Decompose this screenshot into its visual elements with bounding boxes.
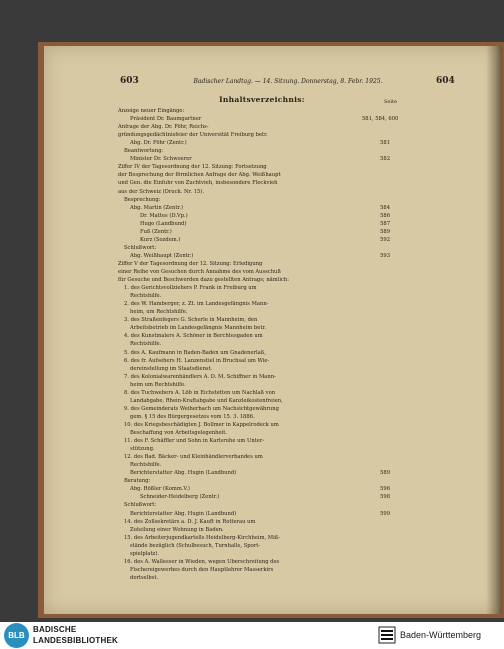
page-number-left: 603 [120, 76, 139, 86]
blb-logo[interactable]: BLB [4, 623, 29, 648]
toc-entry-text: 1. des Gerichtsvollziehers P. Frank in Freiburg um [124, 285, 257, 292]
baden-wuerttemberg-crest-icon [378, 626, 396, 644]
toc-entry-text: Fuß (Zentr.) [140, 228, 172, 235]
toc-entry-text: 15. des Arbeiterjugendkartells Heidelberg-Kirchheim, Miß- [124, 534, 280, 541]
toc-entry-text: stützung. [130, 446, 155, 453]
toc-entry-text: Abg. Weißhaupt (Zentr.) [130, 252, 194, 259]
toc-entry-text: aus der Schweiz (Druck. Nr. 15). [118, 188, 204, 195]
document-page [44, 46, 502, 614]
toc-entry-text: 4. des Kunstmalers A. Schöner in Berchtesgaden um [124, 333, 263, 340]
toc-entry-text: 2. des W. Hamberger, z. Zt. im Landesgefängnis Mann- [124, 301, 269, 308]
toc-entry-page: 589 [380, 470, 390, 477]
toc-entry-page: 581, 584, 600 [362, 116, 399, 123]
toc-entry-text: Anzeige neuer Eingänge: [118, 108, 185, 114]
toc-entry-page: 593 [380, 252, 390, 259]
toc-entry-text: 7. des Kolonialwarenhändlers A. D. M. Schiffner in Mann- [124, 373, 276, 380]
toc-title: Inhaltsverzeichnis: [219, 95, 305, 104]
toc-entry-text: Abg. Martin (Zentr.) [130, 204, 184, 211]
toc-entry-text: 6. des fr. Aufsehers H. Lanzenstiel in Bruchsal um Wie- [124, 357, 270, 364]
toc-entry-page: 582 [380, 156, 390, 163]
toc-entry-page: 592 [380, 236, 390, 243]
running-head: Badischer Landtag. — 14. Sitzung. Donnerstag, 8. Febr. 1925. [193, 78, 383, 85]
toc-entry-text: dereinstellung im Staatsdienst. [130, 365, 213, 372]
toc-entry-text: stände bezüglich (Schulbesuch, Turnhalle, Sport- [130, 542, 261, 549]
toc-entry-text: Beantwortung: [124, 148, 164, 155]
toc-entry-text: Besprechung: [124, 196, 161, 203]
toc-entry-text: Minister Dr. Schwoerer [130, 156, 192, 163]
toc-entry-text: Präsident Dr. Baumgartner [130, 116, 202, 123]
toc-entry-text: Dr. Mattes (D.Vp.) [140, 212, 188, 219]
toc-entry-page: 586 [380, 212, 390, 219]
toc-entry-text: 8. des Tuchwebers A. Löb in Eichstetten um Nachlaß von [124, 389, 276, 396]
toc-entry-text: heim um Rechtshilfe. [130, 381, 186, 388]
toc-entry-page: 587 [380, 220, 390, 227]
toc-entry-text: Schneider-Heidelberg (Zentr.) [140, 494, 220, 501]
toc-entry-text: 3. des Straßenfegers G. Scherle in Mannheim, den [124, 317, 258, 324]
toc-entry-page: 581 [380, 140, 390, 147]
toc-entry-text: Schlußwort: [124, 244, 157, 251]
state-name[interactable]: Baden-Württemberg [400, 630, 482, 640]
toc-entry-text: Ziffer IV der Tagesordnung der 12. Sitzung: Fortsetzung [118, 164, 267, 171]
toc-entry-text: Abg. Rößler (Komm.V.) [130, 486, 190, 493]
toc-entry-page: 589 [380, 228, 390, 235]
toc-entry-text: 12. des Bad. Bäcker- und Kleinhändlerverbandes um [124, 454, 263, 461]
toc-entry-page: 598 [380, 494, 390, 501]
toc-entry-text: Rechtshilfe. [130, 462, 162, 469]
toc-entry-text: Anfrage der Abg. Dr. Föhr, Reichs- [118, 124, 209, 131]
toc-entry-page: 584 [380, 204, 390, 211]
toc-entry-text: 11. des F. Schäffler und Sohn in Karlsruhe um Unter- [124, 438, 265, 445]
toc-page-column-header: Seite [384, 99, 397, 105]
toc-entry-text: für Gesuche und Beschwerden dazu gestellten Antrags; nämlich: [118, 277, 289, 284]
toc-entry-text: heim, um Rechtshilfe. [130, 309, 188, 316]
toc-entry-text: Beschaffung von Arbeitsgelegenheit. [130, 430, 227, 436]
toc-entry-text: gem. § 15 des Bürgergesetzes vom 15. 3. 1886. [130, 413, 255, 420]
library-name-line2: LANDESBIBLIOTHEK [33, 636, 118, 645]
toc-entry-text: Fischereigewerbes durch den Hauptlehrer Masserkirs [130, 566, 274, 573]
toc-entries [44, 46, 502, 614]
toc-entry-text: Arbeitsbetrieb im Landesgefängnis Mannheim betr. [130, 325, 266, 332]
toc-entry-text: gründungsgedächtnisfeier der Universität Freiburg betr. [118, 132, 268, 139]
toc-entry-text: 5. des A. Kaufmann in Baden-Baden um Gnadenerlaß, [124, 349, 266, 356]
toc-entry-text: Zuteilung einer Wohnung in Baden. [130, 526, 224, 533]
toc-entry-page: 599 [380, 510, 390, 517]
toc-entry-text: 10. des Kriegsbeschädigten J. Bollmer in Kappelrodeck um [124, 421, 279, 428]
toc-entry-text: Abg. Dr. Föhr (Zentr.) [130, 140, 187, 147]
toc-entry-page: 596 [380, 486, 390, 493]
toc-entry-text: und Gen. die Einfuhr von Zuchtvieh, insbesondere Fleckvieh [118, 180, 278, 187]
toc-entry-text: Beratung: [124, 478, 151, 485]
toc-entry-text: 14. des Zollsekretärs a. D. J. Kauft in Rotterau um [124, 518, 256, 525]
toc-entry-text: der Besprechung der förmlichen Anfrage der Abg. Weißhaupt [118, 172, 281, 179]
toc-entry-text: Hugo (Landbund) [140, 220, 187, 227]
toc-entry-text: Rechtshilfe. [130, 341, 162, 348]
toc-entry-text: 9. des Gemeinderats Weiherbach um Nachsichtgewährung [124, 405, 279, 412]
toc-entry-text: Berichterstatter Abg. Hugin (Landbund) [130, 470, 237, 477]
toc-entry-text: 16. des A. Wallesser in Wieden, wegen Überschreitung des [124, 558, 280, 565]
toc-entry-text: Rechtshilfe. [130, 293, 162, 300]
toc-entry-text: Berichterstatter Abg. Hugin (Landbund) [130, 510, 237, 517]
toc-entry-text: Schlußwort: [124, 502, 157, 509]
toc-entry-text: einer Reihe von Gesuchen durch Annahme des vom Ausschuß [118, 269, 281, 275]
footer-bar [0, 622, 504, 649]
toc-entry-text: Kurz (Sozdem.) [140, 236, 181, 243]
toc-entry-text: spielplatz). [130, 550, 159, 557]
toc-entry-text: Landabgabe, Rhein-Kraftabgabe und Kanzleikostenfreien, [130, 397, 283, 404]
library-name-line1: BADISCHE [33, 625, 77, 634]
page-number-right: 604 [436, 76, 455, 86]
toc-entry-text: dortselbst. [130, 574, 159, 581]
toc-entry-text: Ziffer V der Tagesordnung der 12. Sitzung: Erledigung [118, 260, 263, 267]
